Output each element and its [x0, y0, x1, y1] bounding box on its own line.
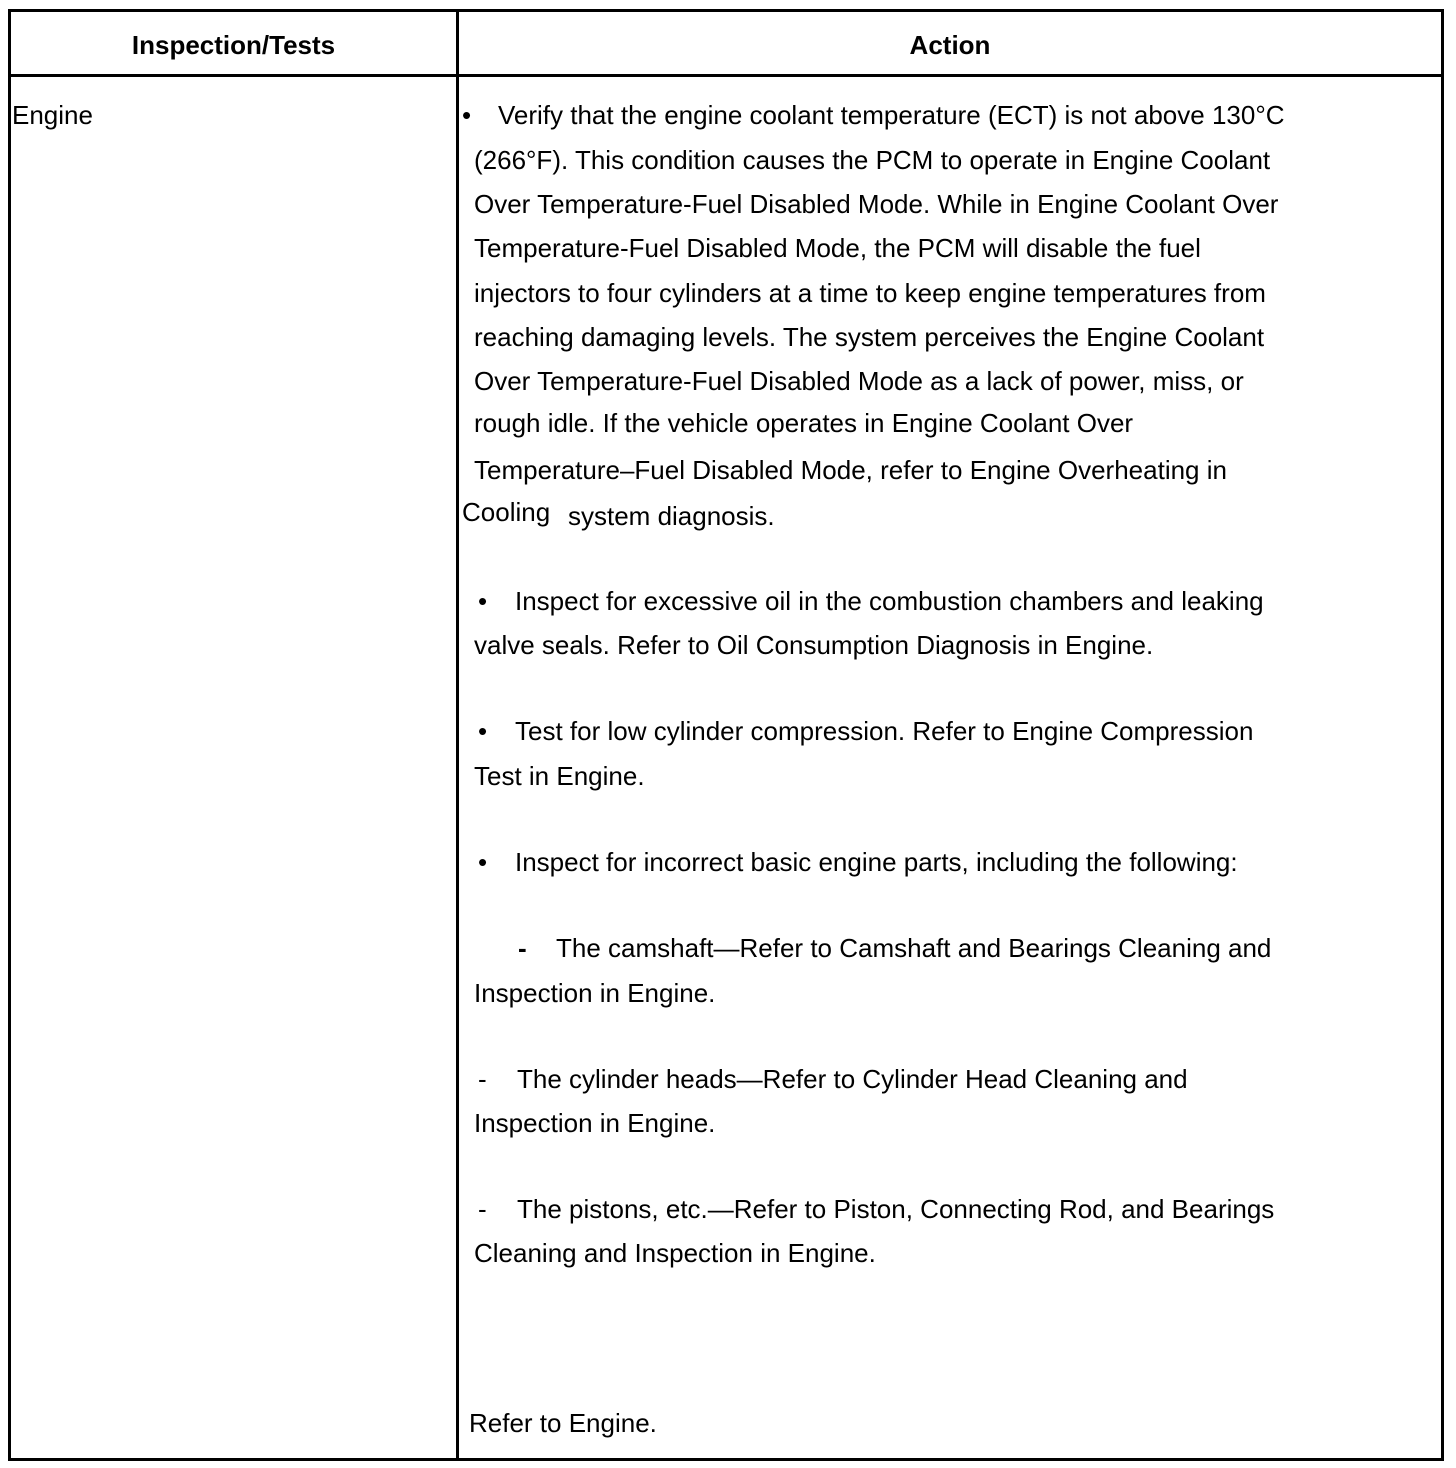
- action-bullet-3: [478, 714, 1253, 748]
- action-line: Test for low cylinder compression. Refer to Engine Compression: [515, 716, 1254, 746]
- action-final-reference: Refer to Engine.: [469, 1408, 657, 1438]
- action-line: Test in Engine.: [474, 761, 645, 791]
- action-line: Cleaning and Inspection in Engine.: [474, 1238, 876, 1268]
- bullet-marker: •: [478, 586, 488, 616]
- action-subitem-cylinder-heads: [478, 1062, 1188, 1096]
- action-line: rough idle. If the vehicle operates in Engine Coolant Over: [474, 408, 1134, 438]
- action-line: Over Temperature-Fuel Disabled Mode as a lack of power, miss, or: [474, 366, 1244, 396]
- action-bullet-2: [478, 584, 1264, 618]
- bullet-marker: •: [462, 100, 472, 130]
- action-line: Verify that the engine coolant temperature (ECT) is not above 130°C: [498, 100, 1285, 130]
- bullet-marker: •: [478, 847, 488, 877]
- action-line: Inspection in Engine.: [474, 978, 716, 1008]
- header-inspection-tests: Inspection/Tests: [131, 30, 336, 60]
- action-line: The cylinder heads—Refer to Cylinder Head Cleaning and: [517, 1064, 1188, 1094]
- dash-marker: -: [478, 1194, 487, 1224]
- action-line: Inspect for excessive oil in the combustion chambers and leaking: [515, 586, 1264, 616]
- action-line: system diagnosis.: [568, 501, 775, 531]
- action-line: The camshaft—Refer to Camshaft and Bearings Cleaning and: [556, 933, 1272, 963]
- action-subitem-pistons: [478, 1192, 1274, 1226]
- action-line: Inspection in Engine.: [474, 1108, 716, 1138]
- action-line: reaching damaging levels. The system perceives the Engine Coolant: [474, 322, 1265, 352]
- bullet-marker: •: [478, 716, 488, 746]
- column-divider: [456, 9, 459, 1461]
- action-line: Cooling: [462, 497, 551, 527]
- action-bullet-4: [478, 845, 1238, 879]
- action-line: Temperature–Fuel Disabled Mode, refer to Engine Overheating in: [474, 455, 1227, 485]
- header-action: Action: [909, 30, 991, 60]
- action-line: valve seals. Refer to Oil Consumption Diagnosis in Engine.: [474, 630, 1154, 660]
- header-divider: [8, 74, 1444, 77]
- action-line: Temperature-Fuel Disabled Mode, the PCM will disable the fuel: [474, 233, 1201, 263]
- action-line: (266°F). This condition causes the PCM to operate in Engine Coolant: [474, 145, 1271, 175]
- action-bullet-1: [462, 98, 1285, 132]
- action-line: Inspect for incorrect basic engine parts, including the following:: [515, 847, 1238, 877]
- action-subitem-camshaft: [518, 931, 1271, 965]
- row-label-engine: Engine: [12, 100, 93, 130]
- dash-marker: -: [518, 933, 527, 963]
- action-line: injectors to four cylinders at a time to keep engine temperatures from: [474, 278, 1266, 308]
- dash-marker: -: [478, 1064, 487, 1094]
- action-line: The pistons, etc.—Refer to Piston, Connecting Rod, and Bearings: [517, 1194, 1275, 1224]
- action-line: Over Temperature-Fuel Disabled Mode. While in Engine Coolant Over: [474, 189, 1279, 219]
